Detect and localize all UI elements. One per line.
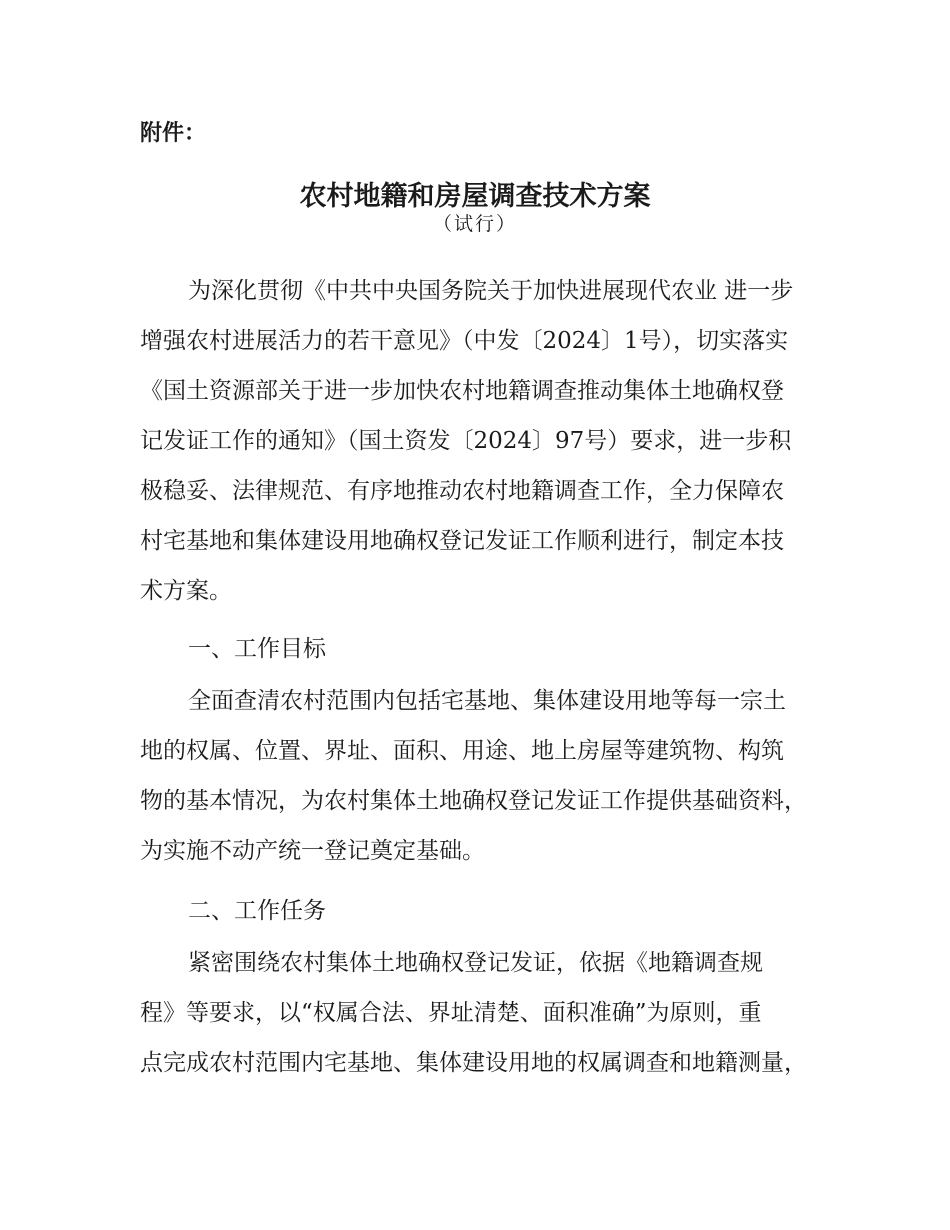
text-line: 极稳妥、法律规范、有序地推动农村地籍调查工作，全力保障农 xyxy=(140,478,784,504)
section-heading: 一、工作目标 xyxy=(188,636,326,662)
text-line: 增强农村进展活力的若干意见》（中发〔2024〕1号），切实落实 xyxy=(140,328,789,354)
text-line: 术方案。 xyxy=(140,578,232,604)
paragraph-goals xyxy=(140,676,820,876)
text-line: 全面查清农村范围内包括宅基地、集体建设用地等每一宗土 xyxy=(188,688,786,714)
text-line: 程》等要求，以“权属合法、界址清楚、面积准确”为原则，重 xyxy=(140,1000,762,1026)
paragraph-intro xyxy=(140,266,820,616)
text-line: 为深化贯彻《中共中央国务院关于加快进展现代农业 进一步 xyxy=(188,278,794,304)
text-line: 为实施不动产统一登记奠定基础。 xyxy=(140,838,485,864)
section-heading-goals xyxy=(140,624,820,674)
section-heading: 二、工作任务 xyxy=(188,898,326,924)
text-line: 地的权属、位置、界址、面积、用途、地上房屋等建筑物、构筑 xyxy=(140,738,784,764)
text-line: 《国土资源部关于进一步加快农村地籍调查推动集体土地确权登 xyxy=(140,378,784,404)
section-heading-tasks xyxy=(140,886,820,936)
text-line: 记发证工作的通知》（国土资发〔2024〕97号）要求，进一步积 xyxy=(140,428,792,454)
document-subtitle: （试行） xyxy=(432,213,517,235)
text-line: 点完成农村范围内宅基地、集体建设用地的权属调查和地籍测量， xyxy=(140,1050,807,1076)
attachment-label: 附件： xyxy=(140,121,207,146)
text-line: 物的基本情况，为农村集体土地确权登记发证工作提供基础资料， xyxy=(140,788,807,814)
document-title: 农村地籍和房屋调查技术方案 xyxy=(299,181,651,212)
paragraph-tasks xyxy=(140,938,820,1088)
text-line: 紧密围绕农村集体土地确权登记发证，依据《地籍调查规 xyxy=(188,950,763,976)
text-line: 村宅基地和集体建设用地确权登记发证工作顺利进行，制定本技 xyxy=(140,528,784,554)
